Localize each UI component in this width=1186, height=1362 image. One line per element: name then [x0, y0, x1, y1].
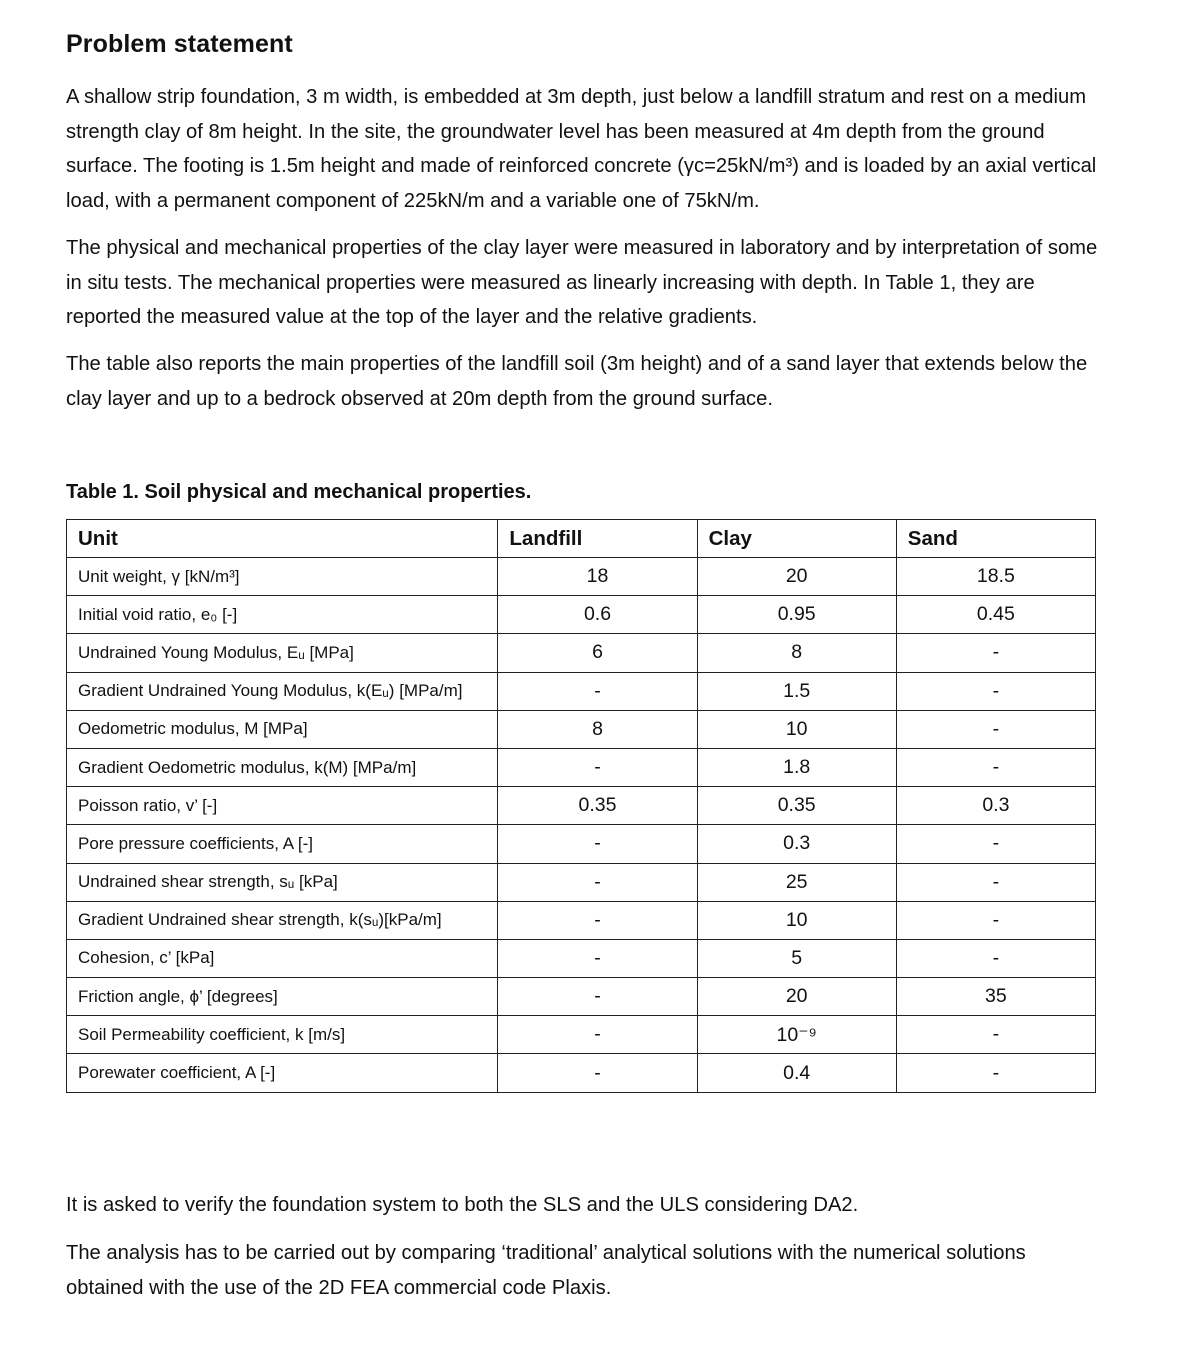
table-row [67, 939, 1096, 977]
cell-clay: 20 [697, 558, 896, 596]
paragraph-table-scope: The table also reports the main properties of the landfill soil (3m height) and of a sand layer that extends below the clay layer and up to a bedrock observed at 20m depth from the ground surface. [66, 353, 1088, 410]
cell-sand: - [896, 939, 1095, 977]
table-header-row [67, 520, 1096, 558]
cell-sand: 18.5 [896, 558, 1095, 596]
cell-clay: 10 [697, 901, 896, 939]
cell-sand: 0.45 [896, 596, 1095, 634]
cell-landfill: - [498, 978, 697, 1016]
cell-landfill: - [498, 939, 697, 977]
header-unit: Unit [67, 520, 498, 558]
paragraph-foundation-description: A shallow strip foundation, 3 m width, is embedded at 3m depth, just below a landfill stratum and rest on a medium strength clay of 8m height. In the site, the groundwater level has been measured at 4m depth from the ground surface. The footing is 1.5m height and made of reinforced concrete (γc=25kN/m³) and is loaded by an axial vertical load, with a permanent component of 225kN/m and a variable one of 75kN/m. [66, 86, 1097, 212]
row-label: Gradient Undrained Young Modulus, k(Eᵤ) [MPa/m] [67, 672, 498, 710]
row-label: Porewater coefficient, A [-] [67, 1054, 498, 1092]
table-caption: Table 1. Soil physical and mechanical properties. [66, 481, 532, 503]
cell-clay: 5 [697, 939, 896, 977]
row-label: Undrained Young Modulus, Eᵤ [MPa] [67, 634, 498, 672]
cell-sand: - [896, 825, 1095, 863]
row-label: Soil Permeability coefficient, k [m/s] [67, 1016, 498, 1054]
paragraph-analysis-method: The analysis has to be carried out by comparing ‘traditional’ analytical solutions with the numerical solutions obtained with the use of the 2D FEA commercial code Plaxis. [66, 1242, 1026, 1299]
cell-clay: 0.95 [697, 596, 896, 634]
cell-landfill: 6 [498, 634, 697, 672]
cell-sand: - [896, 1016, 1095, 1054]
cell-sand: - [896, 901, 1095, 939]
cell-sand: - [896, 634, 1095, 672]
cell-landfill: - [498, 748, 697, 786]
cell-sand: 35 [896, 978, 1095, 1016]
row-label: Oedometric modulus, M [MPa] [67, 710, 498, 748]
cell-clay: 1.5 [697, 672, 896, 710]
cell-landfill: - [498, 825, 697, 863]
cell-clay: 10⁻⁹ [697, 1016, 896, 1054]
table-row [67, 558, 1096, 596]
table-row [67, 710, 1096, 748]
table-row [67, 1016, 1096, 1054]
row-label: Cohesion, c’ [kPa] [67, 939, 498, 977]
cell-landfill: - [498, 863, 697, 901]
paragraph-clay-properties: The physical and mechanical properties of the clay layer were measured in laboratory and by interpretation of some in situ tests. The mechanical properties were measured as linearly increasing with depth. In Table 1, they are reported the measured value at the top of the layer and the relative gradients. [66, 237, 1098, 329]
page-title: Problem statement [66, 30, 293, 58]
cell-landfill: 8 [498, 710, 697, 748]
table-row [67, 978, 1096, 1016]
cell-landfill: 18 [498, 558, 697, 596]
row-label: Gradient Undrained shear strength, k(sᵤ)[kPa/m] [67, 901, 498, 939]
cell-clay: 25 [697, 863, 896, 901]
row-label: Poisson ratio, v’ [-] [67, 787, 498, 825]
header-sand: Sand [896, 520, 1095, 558]
header-landfill: Landfill [498, 520, 697, 558]
cell-landfill: 0.35 [498, 787, 697, 825]
table-row [67, 596, 1096, 634]
table-row [67, 1054, 1096, 1092]
cell-clay: 0.35 [697, 787, 896, 825]
row-label: Gradient Oedometric modulus, k(M) [MPa/m] [67, 748, 498, 786]
cell-clay: 10 [697, 710, 896, 748]
table-row [67, 901, 1096, 939]
cell-sand: - [896, 1054, 1095, 1092]
table-row [67, 787, 1096, 825]
cell-sand: - [896, 748, 1095, 786]
cell-clay: 1.8 [697, 748, 896, 786]
table-row [67, 672, 1096, 710]
soil-properties-table [66, 519, 1096, 1093]
cell-landfill: 0.6 [498, 596, 697, 634]
cell-sand: 0.3 [896, 787, 1095, 825]
table-row [67, 863, 1096, 901]
row-label: Friction angle, ϕ’ [degrees] [67, 978, 498, 1016]
header-clay: Clay [697, 520, 896, 558]
cell-clay: 0.4 [697, 1054, 896, 1092]
cell-sand: - [896, 672, 1095, 710]
cell-landfill: - [498, 1054, 697, 1092]
table-row [67, 825, 1096, 863]
cell-landfill: - [498, 901, 697, 939]
table-row [67, 634, 1096, 672]
row-label: Unit weight, γ [kN/m³] [67, 558, 498, 596]
cell-sand: - [896, 863, 1095, 901]
cell-landfill: - [498, 1016, 697, 1054]
cell-clay: 0.3 [697, 825, 896, 863]
row-label: Undrained shear strength, sᵤ [kPa] [67, 863, 498, 901]
cell-sand: - [896, 710, 1095, 748]
cell-landfill: - [498, 672, 697, 710]
cell-clay: 8 [697, 634, 896, 672]
cell-clay: 20 [697, 978, 896, 1016]
table-row [67, 748, 1096, 786]
paragraph-verification-request: It is asked to verify the foundation system to both the SLS and the ULS considering DA2. [66, 1194, 859, 1216]
row-label: Initial void ratio, e₀ [-] [67, 596, 498, 634]
row-label: Pore pressure coefficients, A [-] [67, 825, 498, 863]
